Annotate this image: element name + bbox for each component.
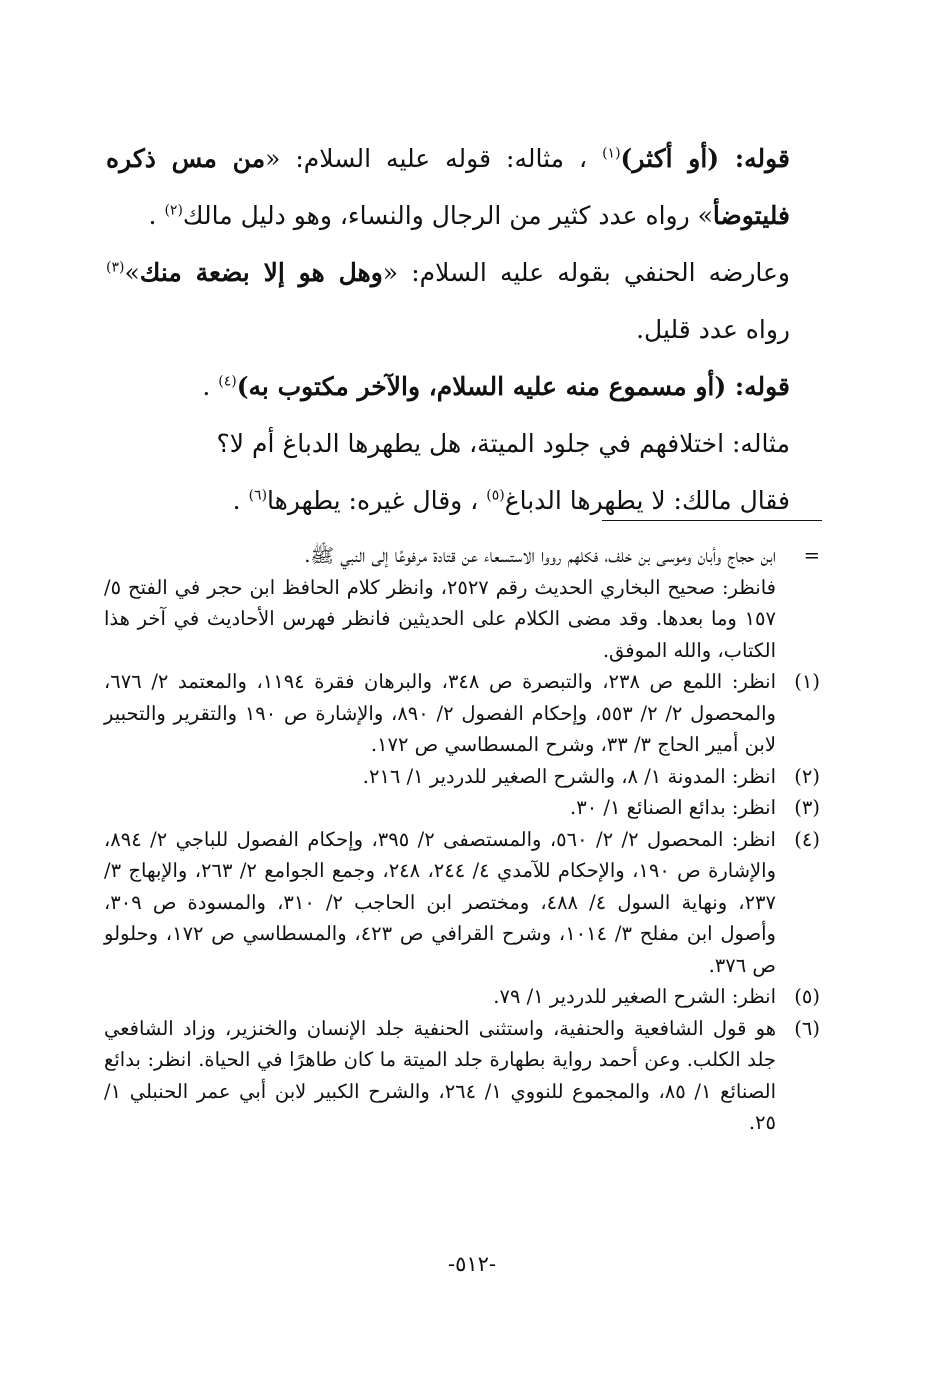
footnote-text: انظر: المحصول ٢/ ٢/ ٥٦٠، والمستصفى ٢/ ٣٩٥، وإحكام الفصول للباجي ٢/ ٨٩٤، والإشارة ص ١٩٠، والإحكام للآمدي ٤/ ٢٤٤، ٢٤٨، وجمع الجوامع ٢/ ٢٦٣، والإبهاج ٣/ ٢٣٧، ونهاية السول ٤/ ٤٨٨، ومختصر ابن الحاجب ٢/ ٣١٠، والمسودة ص ٣٠٩، وأصول ابن مفلح ٣/ ١٠١٤، وشرح القرافي ص ٤٢٣، والمسطاسي ص ١٧٢، وحلولو ص ٣٧٦. [104, 827, 776, 977]
footnote-ref-6: (٦) [248, 487, 268, 504]
footnote-text: هو قول الشافعية والحنفية، واستثنى الحنفية جلد الإنسان والخنزير، وزاد الشافعي جلد الكلب. وعن أحمد رواية بطهارة جلد الميتة ما كان طاهرًا في الحياة. انظر: بدائع الصنائع ١/ ٨٥، والمجموع للنووي ١/ ٢٦٤، والشرح الكبير لابن أبي عمر الحنبلي ١/ ٢٥. [104, 1016, 776, 1134]
footnote-text: انظر: المدونة ١/ ٨، والشرح الصغير للدردير ١/ ٢١٦. [362, 764, 776, 788]
quote-lead: قوله: (أو أكثر) [620, 144, 790, 173]
paragraph-4: مثاله: اختلافهم في جلود الميتة، هل يطهرها الدباغ أم لا؟ [216, 429, 790, 458]
footnote-ref-4: (٤) [218, 373, 237, 390]
text: ، مثاله: قوله عليه السلام: « [265, 144, 588, 173]
footnote-text: انظر: الشرح الصغير للدردير ١/ ٧٩. [493, 985, 776, 1008]
footnote [104, 761, 820, 793]
footnote [104, 981, 820, 1013]
footnote-ref-3: (٣) [106, 259, 125, 276]
text: . [148, 201, 157, 230]
footnote-ref-2: (٢) [164, 202, 183, 219]
footnote-continuation [104, 540, 820, 572]
footnote-text: انظر: بدائع الصنائع ١/ ٣٠. [570, 796, 776, 819]
text: ، وقال غيره: يطهرها [267, 486, 479, 515]
footnote-number: (٤) [794, 827, 820, 851]
paragraph-1 [106, 130, 822, 244]
footnote-number: (٢) [794, 764, 820, 788]
text: رواه عدد قليل. [636, 315, 790, 344]
paragraph-2 [106, 244, 822, 358]
footnote [104, 824, 820, 982]
footnote-number: (٥) [794, 985, 820, 1008]
continuation-mark: = [803, 544, 820, 567]
footnote-ref-5: (٥) [486, 487, 505, 504]
page-number: -٥١٢- [447, 1252, 497, 1276]
text: وعارضه الحنفي بقوله عليه السلام: « [382, 258, 790, 287]
footnote-text: ابن حجاج وأبان وموسى بن خلف، فكلهم رووا الاستسعاء عن قتادة مرفوعًا إلى النبي ﷺ. [304, 544, 776, 567]
footnote-number: (٦) [794, 1016, 820, 1040]
footnote [104, 792, 820, 824]
hadith-quote: وهل هو إلا بضعة منك [139, 258, 383, 287]
footnotes [104, 540, 820, 1139]
hadith-quote: من مس ذكره فليتوضأ [106, 144, 790, 230]
footnote-divider [602, 520, 822, 521]
text: . [202, 372, 211, 401]
footnote [104, 666, 820, 761]
quote-lead: قوله: (أو مسموع منه عليه السلام، والآخر مكتوب به) [236, 372, 790, 401]
text: » رواه عدد كثير من الرجال والنساء، وهو دليل مالك [182, 201, 713, 230]
main-text [106, 130, 822, 529]
footnote-continuation-2: فانظر: صحيح البخاري الحديث رقم ٢٥٢٧، وانظر كلام الحافظ ابن حجر في الفتح ٥/ ١٥٧ وما بعدها. وقد مضى الكلام على الحديثين فانظر فهرس الأحاديث في آخر هذا الكتاب، والله الموفق. [104, 575, 776, 662]
footnote-number: (١) [794, 670, 820, 693]
footnote [104, 1013, 820, 1139]
footnote-ref-1: (١) [602, 145, 621, 162]
text: . [232, 486, 241, 515]
text: فقال مالك: لا يطهرها الدباغ [504, 486, 790, 515]
text: » [124, 258, 140, 287]
paragraph-3 [106, 358, 822, 415]
footnote-text: انظر: اللمع ص ٢٣٨، والتبصرة ص ٣٤٨، والبرهان فقرة ١١٩٤، والمعتمد ٢/ ٦٧٦، والمحصول ٢/ ٢/ ٥٥٣، وإحكام الفصول ٢/ ٨٩٠، والإشارة ص ١٩٠ والتقرير والتحبير لابن أمير الحاج ٣/ ٣٣، وشرح المسطاسي ص ١٧٢. [104, 670, 776, 756]
footnote-number: (٣) [794, 796, 820, 819]
